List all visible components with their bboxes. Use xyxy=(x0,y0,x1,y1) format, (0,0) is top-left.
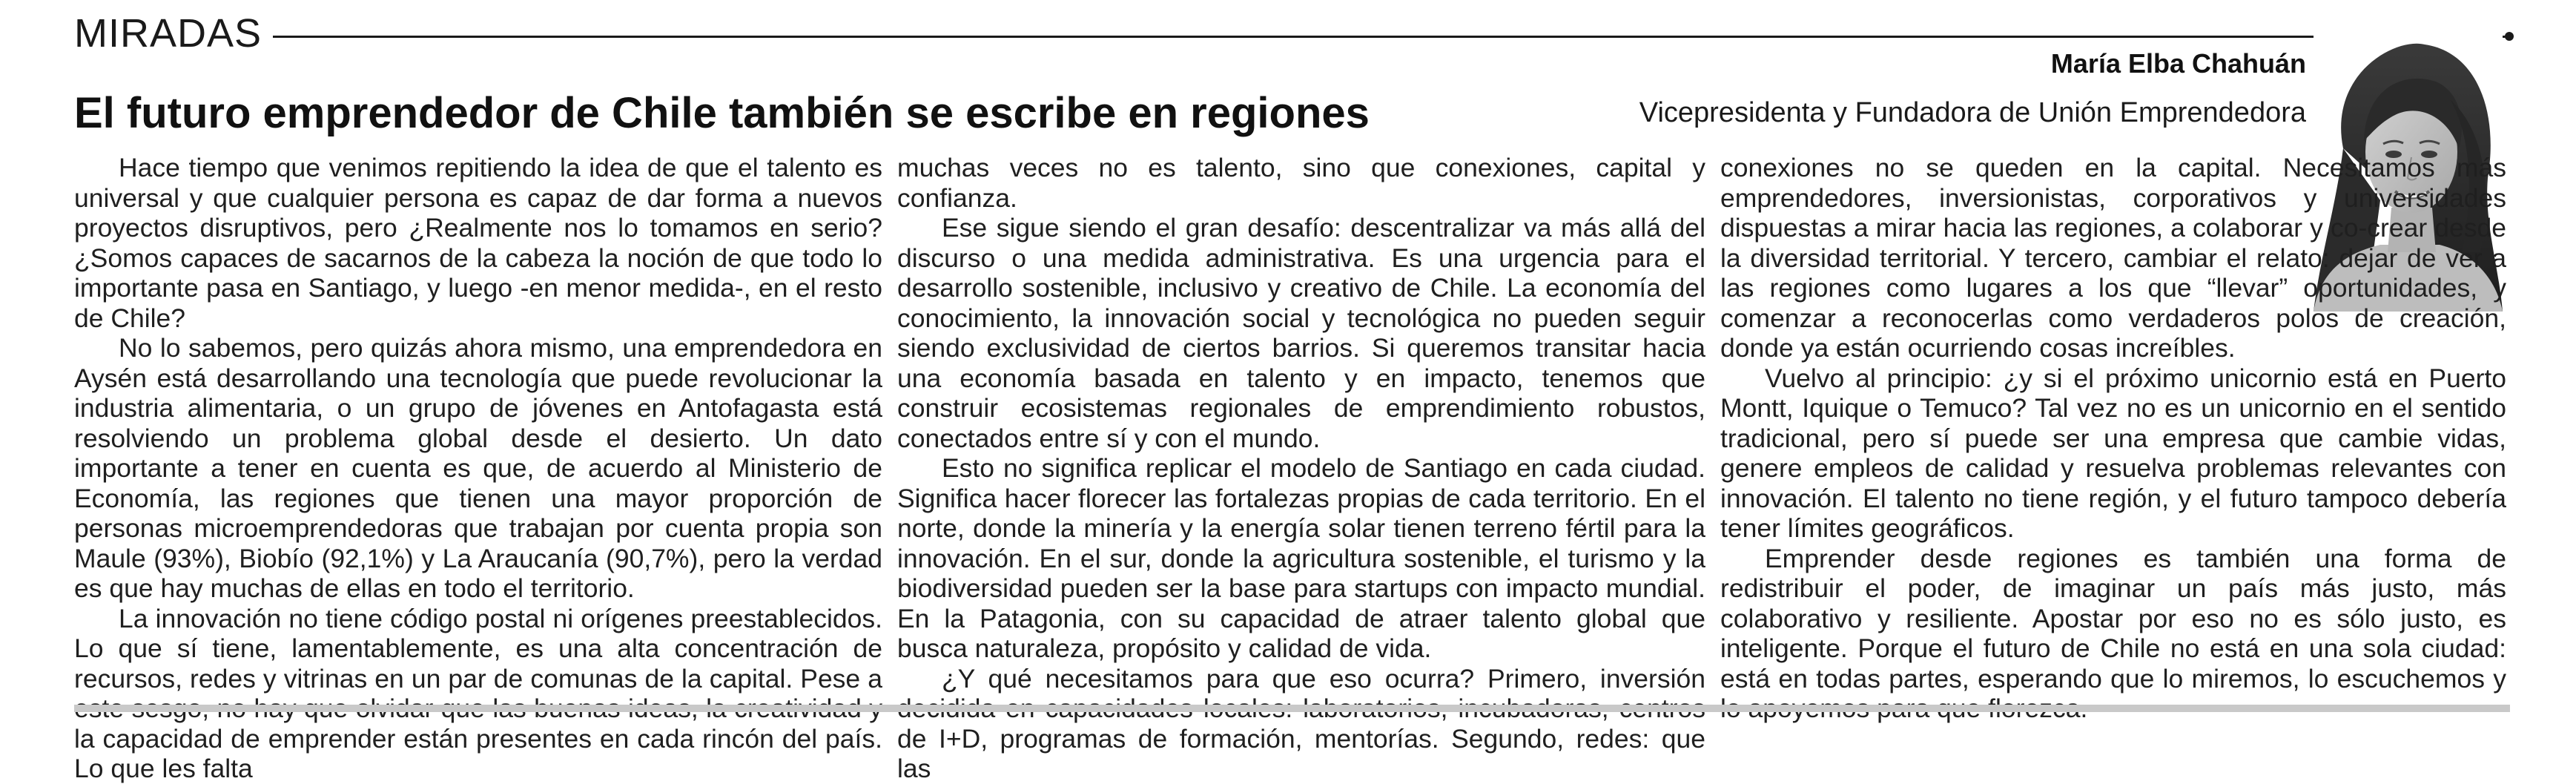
paragraph: No lo sabemos, pero quizás ahora mismo, una emprendedora en Aysén está desarrollando una tecnología que puede revolucionar la industria alimentaria, o un grupo de jóvenes en Antofagasta está resolviendo un problema global desde el desierto. Un dato importante a tener en cuenta es que, de acuerdo al Ministerio de Economía, las regiones que tienen una mayor proporción de personas microemprendedoras que trabajan por cuenta propia son Maule (93%), Biobío (92,1%) y La Araucanía (90,7%), pero la verdad es que hay muchas de ellas en todo el territorio. xyxy=(74,333,882,603)
column-2 xyxy=(897,153,1705,784)
section-label: MIRADAS xyxy=(74,11,262,56)
section-rule-dot xyxy=(2505,32,2514,41)
paragraph: Hace tiempo que venimos repitiendo la idea de que el talento es universal y que cualquier persona es capaz de dar forma a nuevos proyectos disruptivos, pero ¿Realmente nos lo tomamos en serio? ¿Somos capaces de sacarnos de la cabeza la noción de que todo lo importante pasa en Santiago, y luego -en menor medida-, en el resto de Chile? xyxy=(74,153,882,333)
author-block xyxy=(1639,47,2306,131)
column-3 xyxy=(1720,153,2506,724)
author-name: María Elba Chahuán xyxy=(2050,48,2306,79)
author-role: Vicepresidenta y Fundadora de Unión Emprendedora xyxy=(1639,97,2306,128)
paragraph: Esto no significa replicar el modelo de Santiago en cada ciudad. Significa hacer florecer las fortalezas propias de cada territorio. En el norte, donde la minería y la energía solar tienen terreno fértil para la innovación. En el sur, donde la agricultura sostenible, el turismo y la biodiversidad pueden ser la base para startups con impacto mundial. En la Patagonia, con su capacidad de atraer talento global que busca naturaleza, propósito y calidad de vida. xyxy=(897,453,1705,663)
paragraph: muchas veces no es talento, sino que conexiones, capital y confianza. xyxy=(897,153,1705,213)
paragraph: La innovación no tiene código postal ni orígenes preestablecidos. Lo que sí tiene, lamentablemente, es una alta concentración de recursos, redes y vitrinas en un par de comunas de la capital. Pese a la capacidad de emprender están presentes en cada rincón del país. Lo que les falta xyxy=(74,603,882,783)
paragraph: Ese sigue siendo el gran desafío: descentralizar va más allá del discurso o una medida administrativa. Es una urgencia para el desarrollo sostenible, inclusivo y creativo de Chile. La economía del conocimiento, la innovación social y tecnológica no pueden seguir siendo exclusividad de ciertos barrios. Si queremos transitar hacia una economía basada en talento y en impacto, tenemos que construir ecosistemas regionales de emprendimiento robustos, conectados entre sí y con el mundo. xyxy=(897,213,1705,453)
paragraph: ¿Y qué necesitamos para que eso ocurra? Primero, inversión de I+D, programas de formación, mentorías. Segundo, redes: que las xyxy=(897,663,1705,783)
headline: El futuro emprendedor de Chile también se escribe en regiones xyxy=(74,89,1370,137)
paragraph: Vuelvo al principio: ¿y si el próximo unicornio está en Puerto Montt, Iquique o Temuco? Tal vez no es un unicornio en el sentido tradicional, pero sí puede ser una empresa que cambie vidas, genere empleos de calidad y resuelva problemas relevantes con innovación. El talento no tiene región, y el futuro tampoco debería tener límites geográficos. xyxy=(1720,363,2506,543)
paragraph: Emprender desde regiones es también una forma de redistribuir el poder, de imaginar un país más justo, más colaborativo y resiliente. Apostar por eso no es sólo justo, es inteligente. Porque el futuro de Chile no está en una sola ciudad: está en todas partes, esperando que lo miremos, lo escuchemos y xyxy=(1720,543,2506,694)
bottom-rule xyxy=(74,705,2510,712)
paragraph: conexiones no se queden en la capital. Necesitamos más emprendedores, inversionistas, corporativos y universidades dispuestas a mirar hacia las regiones, a colaborar y co-crear desde la diversidad territorial. Y tercero, cambiar el relato: dejar de ver a las regiones como lugares a los que “llevar” oportunidades, y comenzar a reconocerlas como verdaderos polos de creación, donde ya están ocurriendo cosas increíbles. xyxy=(1720,153,2506,363)
column-1 xyxy=(74,153,882,784)
section-rule xyxy=(273,36,2507,38)
